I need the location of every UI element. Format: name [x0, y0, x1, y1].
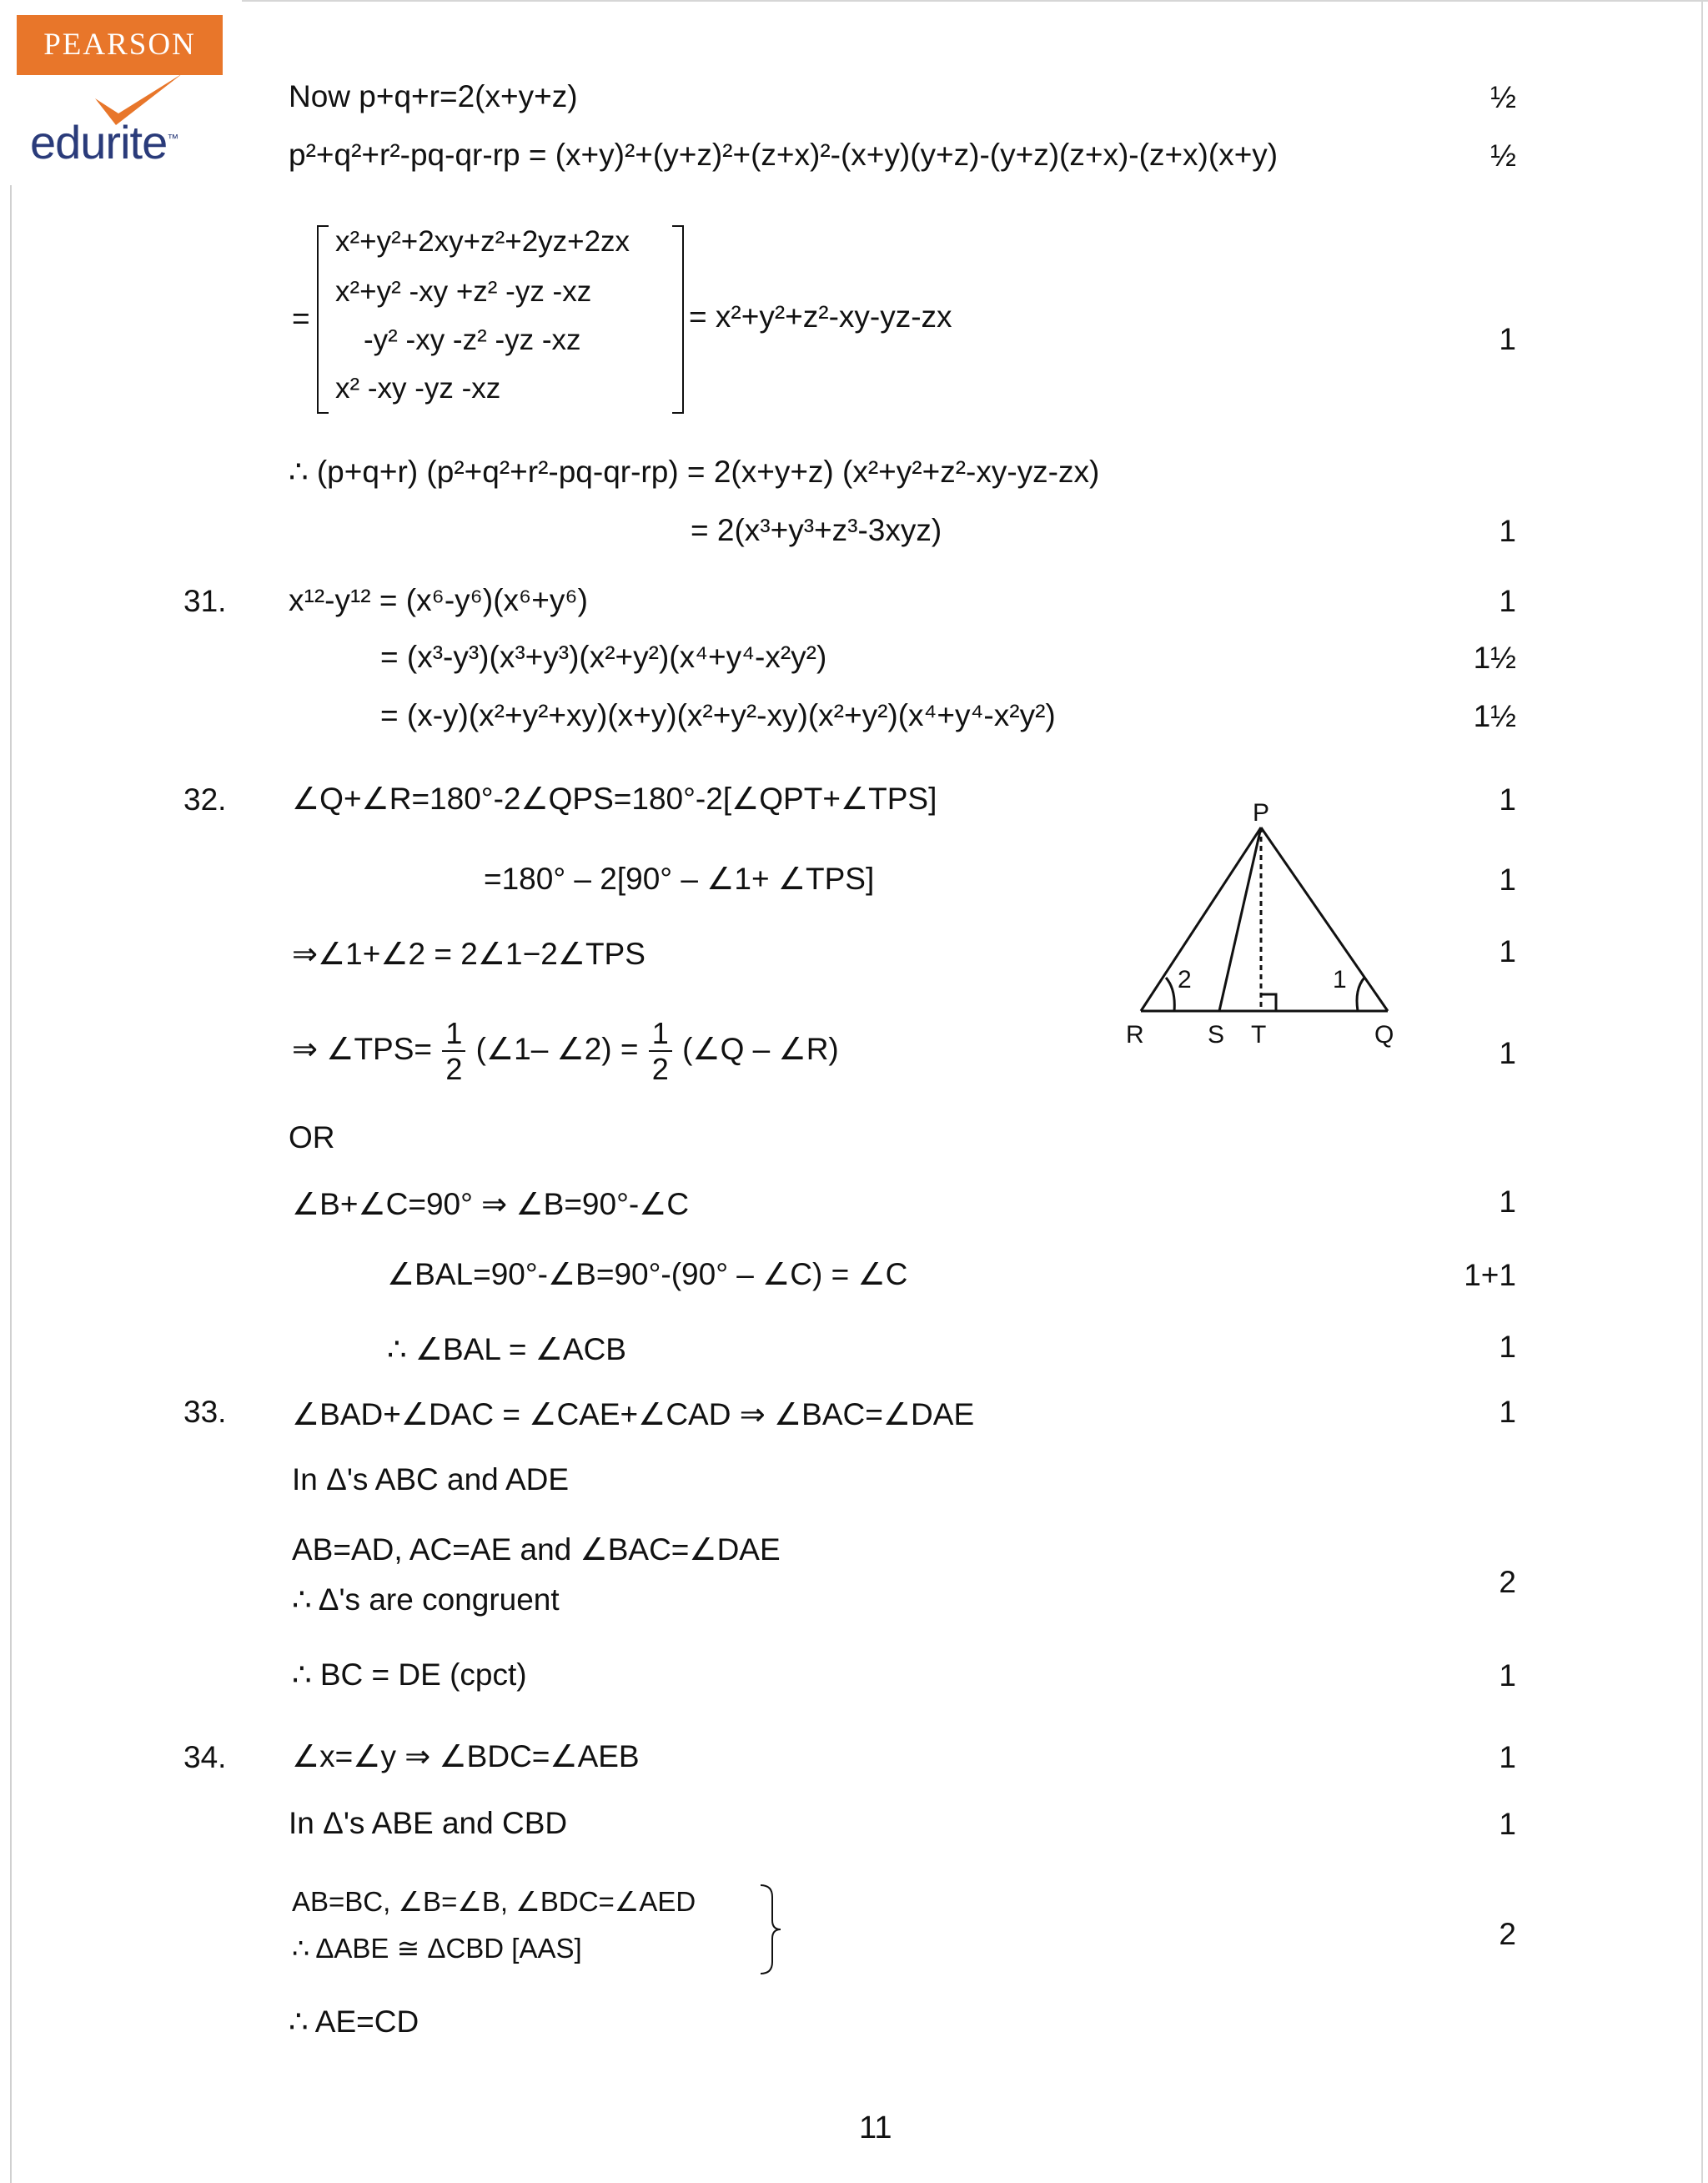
matrix-result: = x²+y²+z²-xy-yz-zx — [689, 299, 952, 334]
mark-32c: 1 — [1499, 934, 1516, 968]
question-34-number: 34. — [183, 1740, 227, 1774]
q33-line-5: ∴ BC = DE (cpct) — [292, 1657, 527, 1692]
mark-33c: 1 — [1499, 1658, 1516, 1693]
fraction-one-half-2: $\frac{1}{2}$ — [649, 1016, 672, 1087]
page-border-left — [10, 185, 12, 2183]
matrix-row-3: -y² -xy -z² -yz -xz — [364, 324, 581, 356]
line-p-q-r-sum: Now p+q+r=2(x+y+z) — [289, 79, 578, 113]
matrix-row-4: x² -xy -yz -xz — [335, 372, 501, 405]
equals-sign: = — [292, 301, 310, 335]
q31-line-3: = (x-y)(x²+y²+xy)(x+y)(x²+y²-xy)(x²+y²)(x⁴+y⁴-x²y²) — [380, 698, 1056, 732]
angle-1-arc — [1357, 978, 1364, 1011]
q33-line-2: In Δ's ABC and ADE — [292, 1462, 570, 1496]
q34-line-1: ∠x=∠y ⇒ ∠BDC=∠AEB — [292, 1739, 640, 1773]
mark-31b: 1½ — [1473, 641, 1516, 675]
matrix-bracket-right — [672, 225, 684, 414]
triangle-diagram — [1118, 792, 1401, 1059]
mark-or-2: 1+1 — [1464, 1258, 1516, 1292]
q34-line-2: In Δ's ABE and CBD — [289, 1806, 568, 1840]
fraction-one-half: $\frac{1}{2}$ — [442, 1016, 465, 1087]
q32-line-4 — [292, 1016, 839, 1087]
mark-1: ½ — [1490, 80, 1516, 114]
q33-line-1: ∠BAD+∠DAC = ∠CAE+∠CAD ⇒ ∠BAC=∠DAE — [292, 1397, 975, 1431]
question-33-number: 33. — [183, 1395, 227, 1429]
mark-34b: 1 — [1499, 1807, 1516, 1841]
segment-ps — [1219, 827, 1261, 1011]
label-r: R — [1126, 1021, 1144, 1049]
pearson-logo-text: PEARSON — [43, 28, 196, 62]
label-q: Q — [1374, 1021, 1394, 1049]
page-border-top — [242, 0, 1708, 2]
q32-line-3: ⇒∠1+∠2 = 2∠1−2∠TPS — [292, 937, 646, 971]
label-t: T — [1251, 1021, 1267, 1049]
page-number: 11 — [859, 2110, 892, 2145]
mark-or-1: 1 — [1499, 1185, 1516, 1219]
or-line-1: ∠B+∠C=90° ⇒ ∠B=90°-∠C — [292, 1187, 690, 1221]
or-line-3: ∴ ∠BAL = ∠ACB — [387, 1332, 626, 1366]
edurite-logo — [30, 115, 178, 169]
side-pr — [1141, 827, 1261, 1011]
right-brace — [757, 1884, 782, 1975]
expansion-matrix — [317, 219, 684, 415]
q32-line-2: =180° – 2[90° – ∠1+ ∠TPS] — [484, 862, 875, 896]
q34-line-3: AB=BC, ∠B=∠B, ∠BDC=∠AED — [292, 1886, 696, 1917]
label-angle-2: 2 — [1178, 966, 1192, 993]
mark-33a: 1 — [1499, 1395, 1516, 1429]
edurite-logo-text: edurite — [30, 116, 168, 169]
q33-line-3: AB=AD, AC=AE and ∠BAC=∠DAE — [292, 1532, 781, 1567]
q34-line-5: ∴ AE=CD — [289, 2004, 419, 2039]
q33-line-4: ∴ Δ's are congruent — [292, 1582, 560, 1617]
matrix-row-1: x²+y²+2xy+z²+2yz+2zx — [335, 225, 630, 258]
line-expansion: p²+q²+r²-pq-qr-rp = (x+y)²+(y+z)²+(z+x)²-(x+y)(y+z)-(y+z)(z+x)-(z+x)(x+y) — [289, 138, 1278, 172]
label-s: S — [1208, 1021, 1225, 1049]
q32-line-4-part-b: (∠1– ∠2) = — [475, 1032, 639, 1067]
mark-32b: 1 — [1499, 863, 1516, 897]
line-cube-result: = 2(x³+y³+z³-3xyz) — [691, 513, 942, 547]
label-angle-1: 1 — [1333, 966, 1347, 993]
matrix-bracket-left — [317, 225, 329, 414]
mark-34a: 1 — [1499, 1740, 1516, 1774]
mark-3: 1 — [1499, 322, 1516, 356]
mark-32a: 1 — [1499, 782, 1516, 817]
mark-31a: 1 — [1499, 584, 1516, 618]
matrix-row-2: x²+y² -xy +z² -yz -xz — [335, 275, 592, 308]
pearson-logo — [17, 15, 223, 75]
or-line-2: ∠BAL=90°-∠B=90°-(90° – ∠C) = ∠C — [387, 1257, 908, 1291]
mark-2: ½ — [1490, 138, 1516, 173]
mark-4: 1 — [1499, 514, 1516, 548]
question-32-number: 32. — [183, 782, 227, 817]
mark-33b: 2 — [1499, 1565, 1516, 1599]
mark-32d: 1 — [1499, 1036, 1516, 1070]
trademark-mark: ™ — [167, 131, 178, 145]
q32-line-1: ∠Q+∠R=180°-2∠QPS=180°-2[∠QPT+∠TPS] — [292, 782, 937, 816]
question-31-number: 31. — [183, 584, 227, 618]
page-border-right — [1701, 0, 1703, 2183]
or-label: OR — [289, 1120, 335, 1154]
q32-line-4-part-a: ⇒ ∠TPS= — [292, 1032, 433, 1067]
label-p: P — [1253, 799, 1270, 827]
right-angle-mark — [1261, 994, 1276, 1011]
line-therefore-product: ∴ (p+q+r) (p²+q²+r²-pq-qr-rp) = 2(x+y+z) (x²+y²+z²-xy-yz-zx) — [289, 455, 1100, 489]
side-pq — [1261, 827, 1388, 1011]
q31-line-2: = (x³-y³)(x³+y³)(x²+y²)(x⁴+y⁴-x²y²) — [380, 640, 827, 674]
mark-31c: 1½ — [1473, 699, 1516, 733]
angle-2-arc — [1166, 978, 1174, 1011]
q34-line-4: ∴ ΔABE ≅ ΔCBD [AAS] — [292, 1933, 582, 1964]
q31-line-1: x¹²-y¹² = (x⁶-y⁶)(x⁶+y⁶) — [289, 583, 588, 617]
mark-or-3: 1 — [1499, 1330, 1516, 1364]
mark-34c: 2 — [1499, 1917, 1516, 1951]
q32-line-4-part-c: (∠Q – ∠R) — [682, 1032, 839, 1067]
